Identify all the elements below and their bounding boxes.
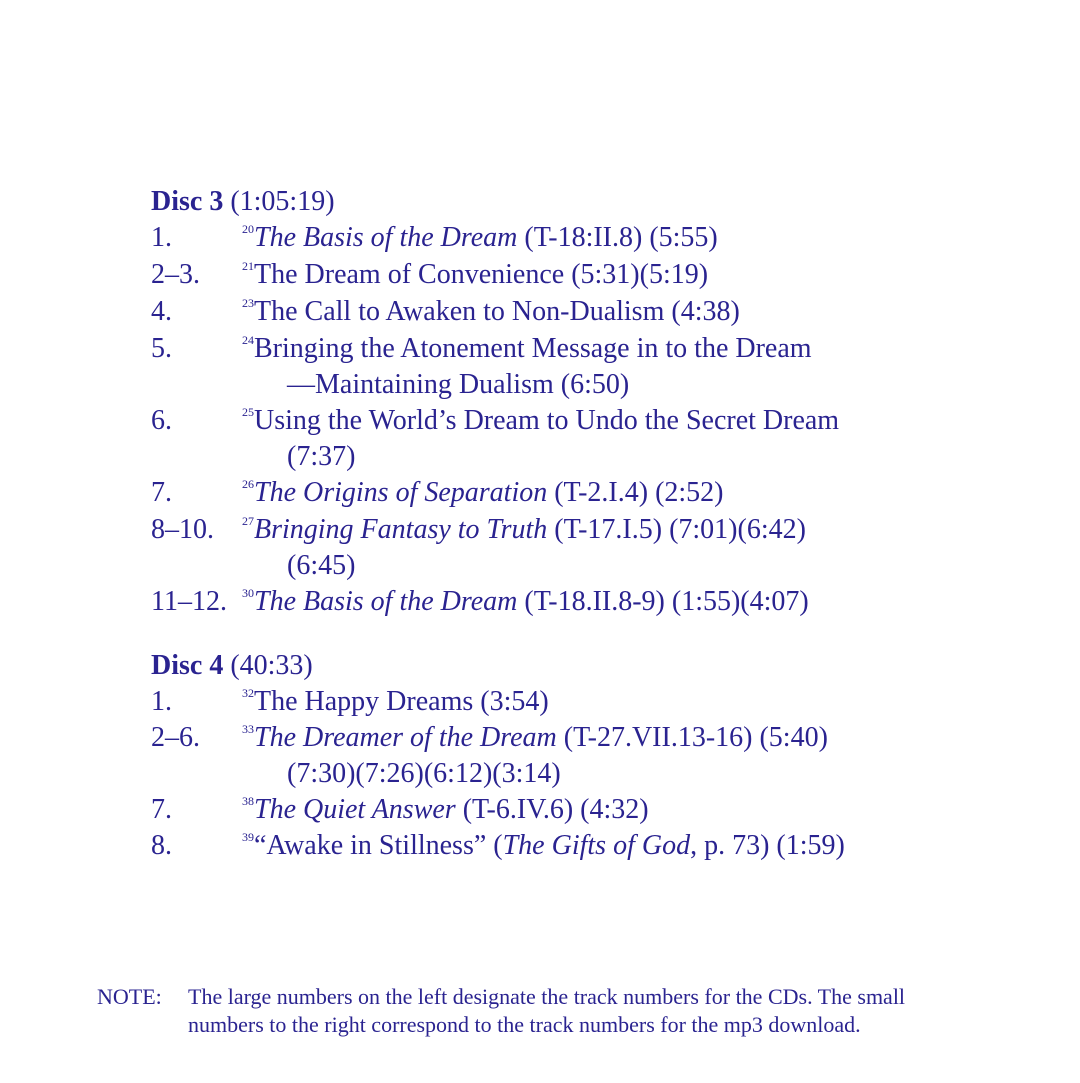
track-title: Using the World’s Dream to Undo the Secret Dream bbox=[254, 405, 840, 436]
track-title: Bringing Fantasy to Truth bbox=[254, 514, 548, 545]
disc-3-section bbox=[151, 184, 1051, 621]
track-line bbox=[151, 475, 1051, 511]
track-row bbox=[151, 294, 1051, 331]
track-title: The Happy Dreams bbox=[254, 686, 474, 717]
disc-duration: (1:05:19) bbox=[230, 186, 335, 217]
track-source-title: The Gifts of God bbox=[502, 830, 691, 861]
mp3-track-number: 33 bbox=[242, 722, 254, 736]
track-line bbox=[151, 792, 1051, 828]
track-row bbox=[151, 512, 1051, 584]
track-reference: (5:31)(5:19) bbox=[564, 259, 709, 290]
track-line bbox=[151, 584, 1051, 620]
mp3-track-number: 25 bbox=[242, 405, 254, 419]
track-title: The Basis of the Dream bbox=[254, 586, 518, 617]
track-reference: , p. 73) (1:59) bbox=[690, 830, 845, 861]
track-line bbox=[151, 512, 1051, 548]
track-row bbox=[151, 584, 1051, 621]
track-row bbox=[151, 220, 1051, 257]
track-continuation: (6:45) bbox=[287, 550, 356, 581]
track-number: 2–3. bbox=[151, 259, 200, 290]
track-list bbox=[151, 220, 1051, 621]
track-number: 8. bbox=[151, 830, 172, 861]
mp3-track-number: 38 bbox=[242, 794, 254, 808]
track-number: 1. bbox=[151, 686, 172, 717]
track-title: The Quiet Answer bbox=[254, 794, 456, 825]
track-line bbox=[151, 257, 1051, 293]
note-label: NOTE: bbox=[97, 984, 162, 1009]
mp3-track-number: 21 bbox=[242, 259, 254, 273]
track-reference: (4:38) bbox=[664, 296, 740, 327]
track-reference: (3:54) bbox=[473, 686, 549, 717]
track-continuation: (7:37) bbox=[287, 441, 356, 472]
track-title: The Dreamer of the Dream bbox=[254, 722, 557, 753]
disc-label: Disc 4 bbox=[151, 650, 224, 681]
mp3-track-number: 30 bbox=[242, 586, 254, 600]
disc-heading bbox=[151, 184, 1051, 220]
track-number: 7. bbox=[151, 477, 172, 508]
mp3-track-number: 26 bbox=[242, 477, 254, 491]
track-title: The Dream of Convenience bbox=[254, 259, 565, 290]
track-title: The Origins of Separation bbox=[254, 477, 548, 508]
track-line bbox=[151, 403, 1051, 439]
track-number: 8–10. bbox=[151, 514, 214, 545]
footnote bbox=[97, 983, 997, 1039]
disc-duration: (40:33) bbox=[230, 650, 313, 681]
disc-label: Disc 3 bbox=[151, 186, 224, 217]
track-title: “Awake in Stillness” bbox=[254, 830, 487, 861]
track-reference: (T-27.VII.13-16) (5:40) bbox=[556, 722, 828, 753]
track-reference: (T-18:II.8) (5:55) bbox=[517, 222, 718, 253]
track-continuation: —Maintaining Dualism (6:50) bbox=[287, 369, 630, 400]
track-row bbox=[151, 257, 1051, 294]
track-reference: (T-18.II.8-9) (1:55)(4:07) bbox=[517, 586, 809, 617]
mp3-track-number: 32 bbox=[242, 686, 254, 700]
track-number: 4. bbox=[151, 296, 172, 327]
disc-4-section bbox=[151, 648, 1051, 864]
track-line bbox=[151, 684, 1051, 720]
track-list bbox=[151, 684, 1051, 864]
track-row bbox=[151, 684, 1051, 720]
track-row bbox=[151, 828, 1051, 864]
track-row bbox=[151, 792, 1051, 828]
track-reference: ( bbox=[486, 830, 503, 861]
track-reference: (T-2.I.4) (2:52) bbox=[547, 477, 724, 508]
track-line bbox=[151, 331, 1051, 367]
track-row bbox=[151, 720, 1051, 792]
track-row bbox=[151, 475, 1051, 512]
disc-heading bbox=[151, 648, 1051, 684]
track-number: 2–6. bbox=[151, 722, 200, 753]
mp3-track-number: 39 bbox=[242, 830, 254, 844]
track-line bbox=[151, 294, 1051, 330]
track-number: 1. bbox=[151, 222, 172, 253]
mp3-track-number: 20 bbox=[242, 222, 254, 236]
track-line bbox=[151, 828, 1051, 864]
track-line bbox=[151, 220, 1051, 256]
track-number: 7. bbox=[151, 794, 172, 825]
track-reference: (T-17.I.5) (7:01)(6:42) bbox=[547, 514, 806, 545]
track-number: 11–12. bbox=[151, 586, 227, 617]
track-row bbox=[151, 331, 1051, 403]
mp3-track-number: 24 bbox=[242, 333, 254, 347]
note-line: The large numbers on the left designate the track numbers for the CDs. The small bbox=[188, 984, 906, 1009]
mp3-track-number: 27 bbox=[242, 514, 254, 528]
track-reference: (T-6.IV.6) (4:32) bbox=[455, 794, 649, 825]
track-number: 6. bbox=[151, 405, 172, 436]
track-number: 5. bbox=[151, 333, 172, 364]
track-row bbox=[151, 403, 1051, 475]
track-continuation: (7:30)(7:26)(6:12)(3:14) bbox=[287, 758, 561, 789]
track-title: Bringing the Atonement Message in to the Dream bbox=[254, 333, 812, 364]
mp3-track-number: 23 bbox=[242, 296, 254, 310]
track-title: The Call to Awaken to Non-Dualism bbox=[254, 296, 665, 327]
note-line: numbers to the right correspond to the track numbers for the mp3 download. bbox=[188, 1012, 861, 1037]
track-title: The Basis of the Dream bbox=[254, 222, 518, 253]
track-line bbox=[151, 720, 1051, 756]
